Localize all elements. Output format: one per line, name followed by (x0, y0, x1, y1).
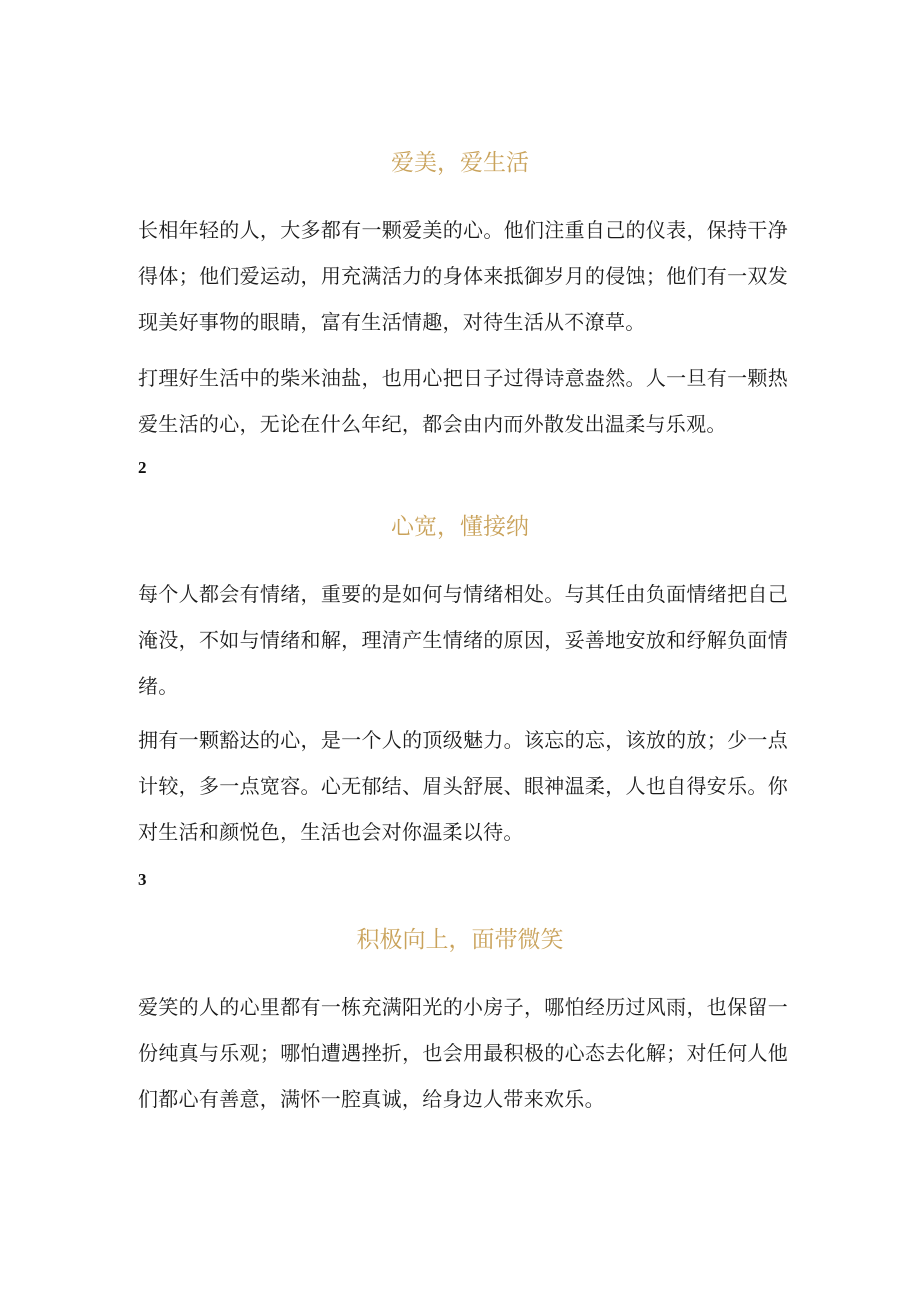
section-1-title: 爱美，爱生活 (391, 150, 529, 176)
section-1-paragraph-1: 长相年轻的人，大多都有一颗爱美的心。他们注重自己的仪表，保持干净得体；他们爱运动，用充满活力的身体来抵御岁月的侵蚀；他们有一双发现美好事物的眼睛，富有生活情趣，对待生活从不潦草。 (138, 218, 788, 334)
section-1-paragraph-2: 打理好生活中的柴米油盐，也用心把日子过得诗意盎然。人一旦有一颗热爱生活的心，无论在什么年纪，都会由内而外散发出温柔与乐观。 (138, 366, 788, 436)
section-3-paragraph-1: 爱笑的人的心里都有一栋充满阳光的小房子，哪怕经历过风雨，也保留一份纯真与乐观；哪怕遭遇挫折，也会用最积极的心态去化解；对任何人他们都心有善意，满怀一腔真诚，给身边人带来欢乐。 (138, 995, 788, 1111)
section-3-number: 3 (138, 870, 147, 889)
section-3-title: 积极向上，面带微笑 (356, 927, 564, 953)
section-2-title: 心宽，懂接纳 (391, 514, 529, 540)
section-2-number: 2 (138, 458, 147, 477)
section-2-paragraph-1: 每个人都会有情绪，重要的是如何与情绪相处。与其任由负面情绪把自己淹没，不如与情绪和解，理清产生情绪的原因，妥善地安放和纾解负面情绪。 (138, 582, 788, 698)
section-2-paragraph-2: 拥有一颗豁达的心，是一个人的顶级魅力。该忘的忘，该放的放；少一点计较，多一点宽容。心无郁结、眉头舒展、眼神温柔，人也自得安乐。你对生活和颜悦色，生活也会对你温柔以待。 (138, 728, 788, 844)
